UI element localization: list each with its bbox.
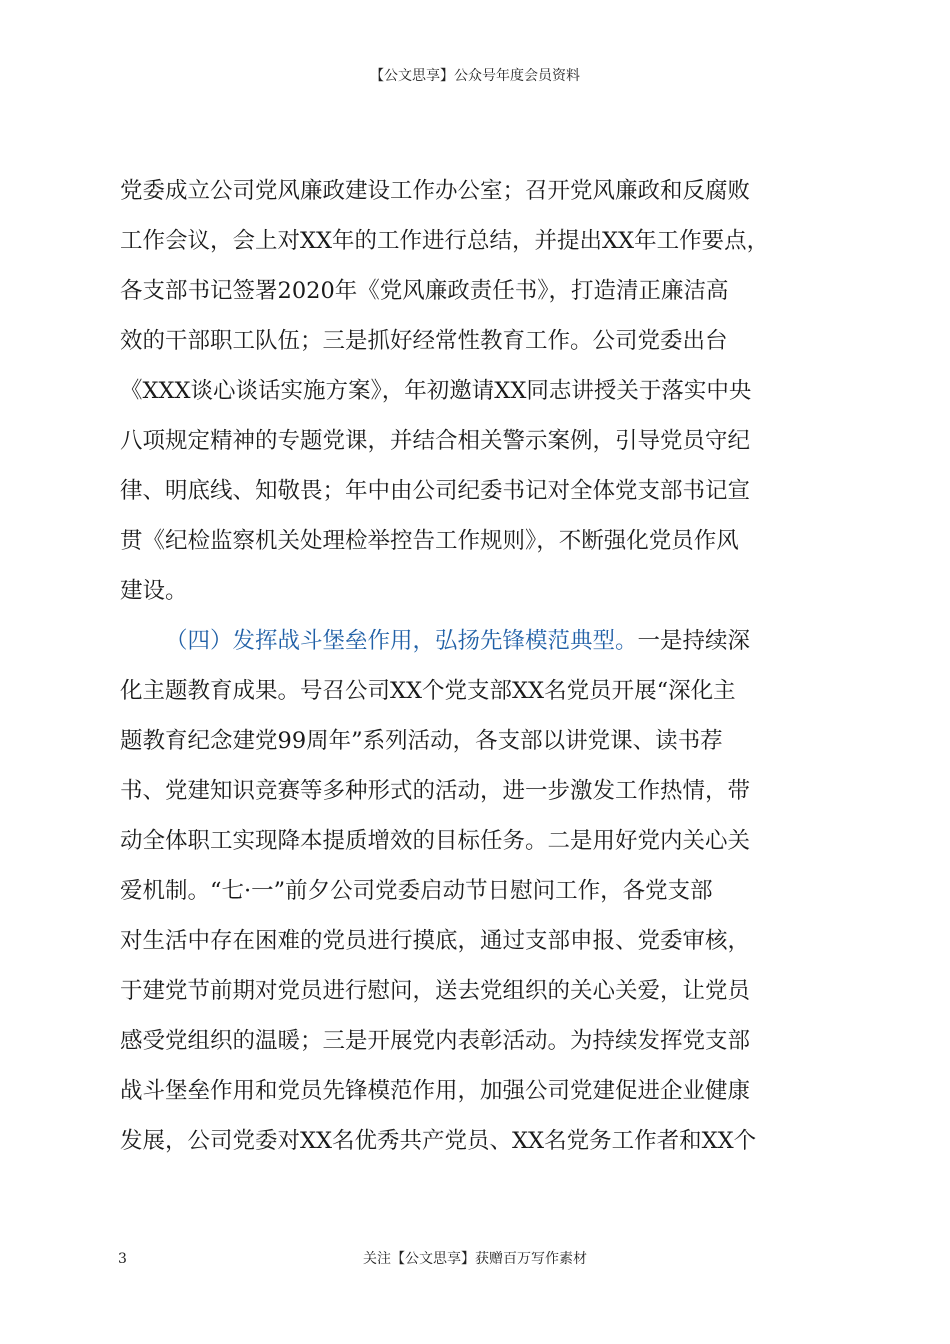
text-line: 贯《纪检监察机关处理检举控告工作规则》，不断强化党员作风 [120,528,739,554]
text-run: 一是持续深 [637,628,751,654]
text-line: 爱机制。“七·一”前夕公司党委启动节日慰问工作，各党支部 [120,878,713,904]
text-line: 《XXX谈心谈话实施方案》，年初邀请XX同志讲授关于落实中央 [120,378,752,404]
text-line: 八项规定精神的专题党课，并结合相关警示案例，引导党员守纪 [120,428,751,454]
text-line: 感受党组织的温暖；三是开展党内表彰活动。为持续发挥党支部 [120,1028,751,1054]
document-body [120,166,840,1166]
text-line: 建设。 [120,578,188,604]
paragraph-1 [120,166,840,616]
page-footer: 关注【公文思享】获赠百万写作素材 [363,1251,587,1267]
text-line-first [120,616,840,666]
text-line: 化主题教育成果。号召公司XX个党支部XX名党员开展“深化主 [120,678,736,704]
paragraph-2 [120,616,840,1166]
text-line: 工作会议，会上对XX年的工作进行总结，并提出XX年工作要点， [120,228,770,254]
page-header: 【公文思享】公众号年度会员资料 [370,68,580,84]
text-line: 律、明底线、知敬畏；年中由公司纪委书记对全体党支部书记宣 [120,478,751,504]
text-line: 于建党节前期对党员进行慰问，送去党组织的关心关爱，让党员 [120,978,751,1004]
page-number: 3 [118,1251,127,1267]
text-line: 动全体职工实现降本提质增效的目标任务。二是用好党内关心关 [120,828,751,854]
text-line: 发展，公司党委对XX名优秀共产党员、XX名党务工作者和XX个 [120,1128,757,1154]
section-heading: （四）发挥战斗堡垒作用，弘扬先锋模范典型。 [165,628,638,654]
text-line: 书、党建知识竞赛等多种形式的活动，进一步激发工作热情，带 [120,778,751,804]
text-line: 党委成立公司党风廉政建设工作办公室；召开党风廉政和反腐败 [120,178,751,204]
text-line: 各支部书记签署2020年《党风廉政责任书》，打造清正廉洁高 [120,278,729,304]
text-line: 对生活中存在困难的党员进行摸底，通过支部申报、党委审核， [120,928,751,954]
text-line: 战斗堡垒作用和党员先锋模范作用，加强公司党建促进企业健康 [120,1078,751,1104]
text-line: 效的干部职工队伍；三是抓好经常性教育工作。公司党委出台 [120,328,728,354]
text-line: 题教育纪念建党99周年”系列活动，各支部以讲党课、读书荐 [120,728,723,754]
